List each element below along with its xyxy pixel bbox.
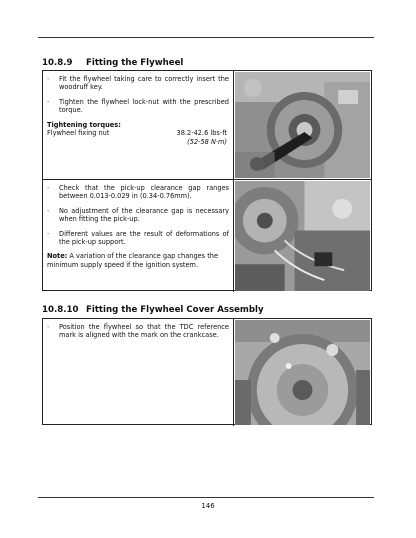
step-text-cell (43, 319, 234, 426)
list-item: - Check that the pick-up clearance gap ranges between 0.013-0.029 in (0.34-0.76mm). (47, 184, 229, 201)
flywheel-steps-table (42, 70, 372, 291)
list-item: - Position the flywheel so that the TDC reference mark is aligned with the mark on the crankcase. (47, 323, 229, 340)
torque-imperial: 38.2-42.6 lbs-ft (176, 129, 227, 138)
section-heading: Fitting the Flywheel (86, 58, 184, 68)
section-number: 10.8.9 (42, 58, 73, 68)
list-item: - No adjustment of the clearance gap is necessary when fitting the pick-up. (47, 206, 229, 224)
torque-metric: (52-58 N·m) (187, 138, 227, 147)
header-rule (38, 37, 374, 38)
list-item: - Tighten the flywheel lock-nut with the prescribed torque. (47, 97, 229, 115)
note-label: Note: (47, 252, 68, 261)
flywheel-photo (235, 72, 370, 178)
section-title-fitting-flywheel (42, 58, 183, 68)
page-number: 146 (201, 502, 215, 510)
note-text: A variation of the clearance gap changes the minimum supply speed if the ignition system. (47, 252, 219, 269)
footer-rule (38, 497, 374, 498)
pickup-clearance-photo (235, 181, 370, 291)
flywheel-tdc-mark-photo (235, 320, 370, 425)
torque-heading: Tightening torques: (47, 120, 121, 129)
cover-steps-table (42, 318, 372, 425)
section-heading: Fitting the Flywheel Cover Assembly (86, 305, 264, 315)
table-row (43, 71, 371, 179)
torque-item: Flywheel fixing nut (47, 129, 110, 138)
torque-spec (47, 129, 229, 138)
list-item: - Different values are the result of deformations of the pick-up support. (47, 229, 229, 247)
step-text-cell (43, 180, 234, 292)
table-row (43, 319, 371, 426)
table-row (43, 179, 371, 292)
step-text-cell (43, 71, 234, 179)
section-title-fitting-cover (42, 305, 264, 315)
note (47, 252, 229, 269)
list-item: - Fit the flywheel taking care to correctly insert the woodruff key. (47, 75, 229, 92)
section-number: 10.8.10 (42, 305, 79, 315)
